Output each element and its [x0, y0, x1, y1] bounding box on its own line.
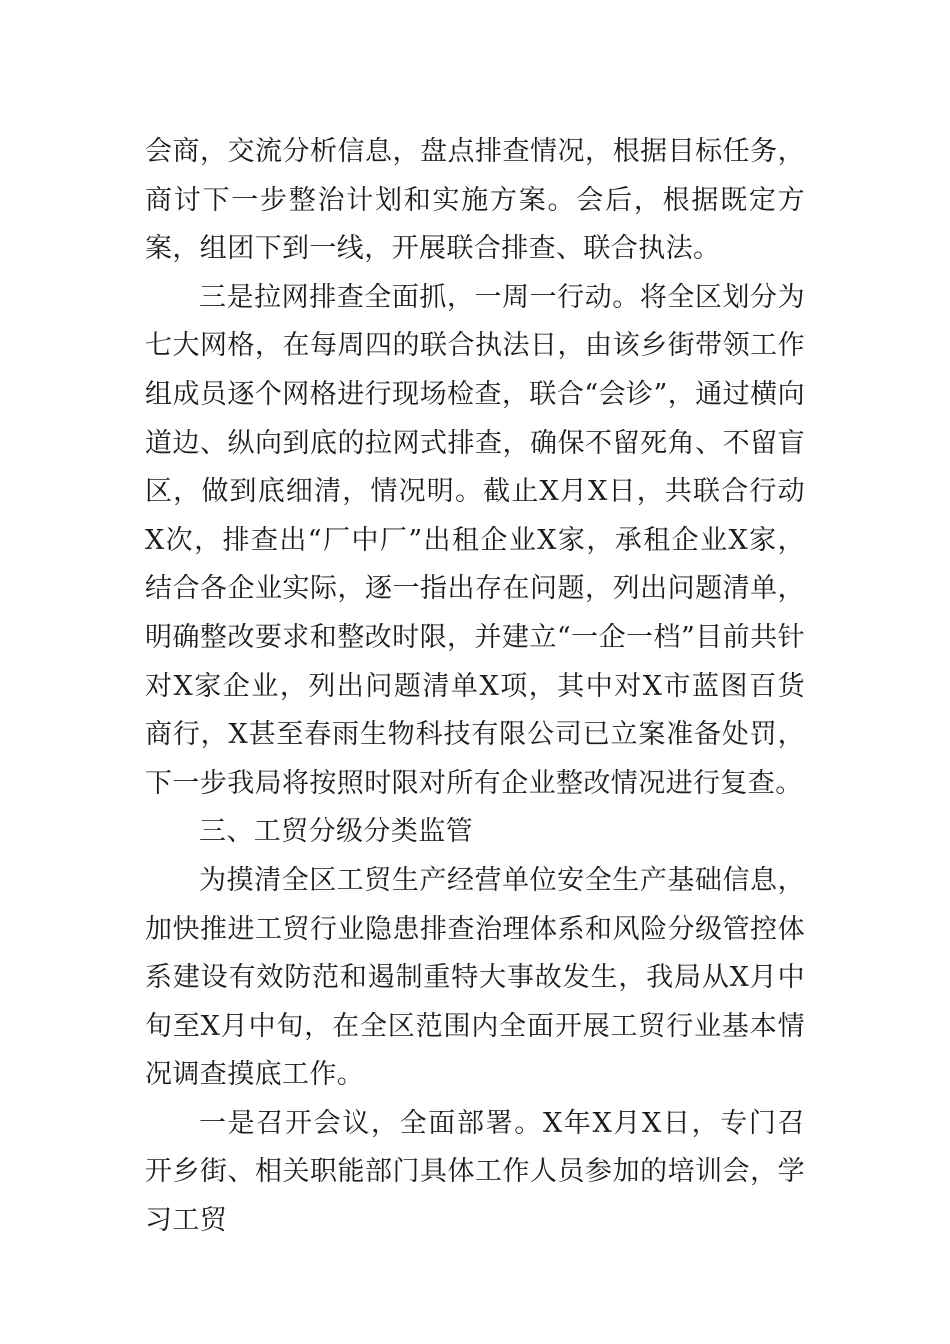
paragraph-survey-intro: 为摸清全区工贸生产经营单位安全生产基础信息，加快推进工贸行业隐患排查治理体系和风险分级管控体系建设有效防范和遏制重特大事故发生，我局从X月中旬至X月中旬，在全区范围内全面开展工贸行业基本情况调查摸底工作。 — [145, 864, 805, 1091]
paragraph-grid-inspection: 三是拉网排查全面抓，一周一行动。将全区划分为七大网格，在每周四的联合执法日，由该乡街带领工作组成员逐个网格进行现场检查，联合“会诊”，通过横向道边、纵向到底的拉网式排查，确保不留死角、不留盲区，做到底细清，情况明。截止X月X日，共联合行动X次，排查出“厂中厂”出租企业X家，承租企业X家，结合各企业实际，逐一指出存在问题，列出问题清单，明确整改要求和整改时限，并建立“一企一档”目前共针对X家企业，列出问题清单X项，其中对X市蓝图百货商行，X甚至春雨生物科技有限公司已立案准备处罚，下一步我局将按照时限对所有企业整改情况进行复查。 — [145, 281, 805, 799]
section-heading-classified-supervision: 三、工贸分级分类监管 — [199, 816, 473, 848]
paragraph-meeting-deployment: 一是召开会议，全面部署。X年X月X日，专门召开乡街、相关职能部门具体工作人员参加的培训会，学习工贸 — [145, 1107, 805, 1237]
document-body — [145, 128, 805, 1246]
paragraph-continuation: 会商，交流分析信息，盘点排查情况，根据目标任务，商讨下一步整治计划和实施方案。会后，根据既定方案，组团下到一线，开展联合排查、联合执法。 — [145, 136, 805, 265]
